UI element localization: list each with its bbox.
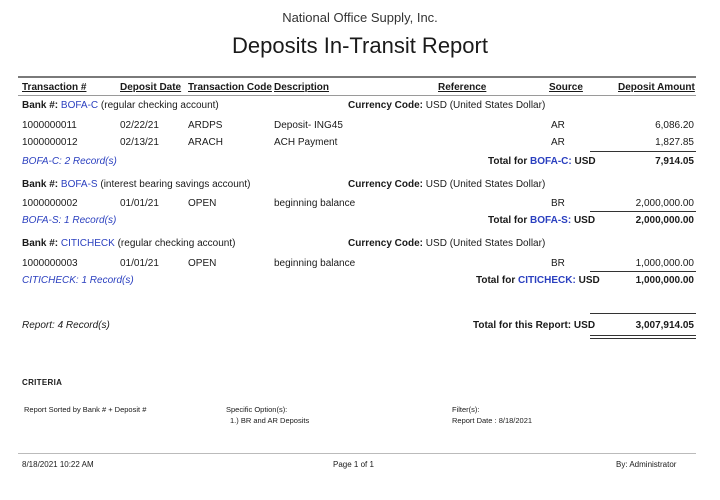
bank-header-row [0,100,720,114]
bank-description: (regular checking account) [100,100,219,111]
criteria-title: CRITERIA [22,378,63,387]
bank-label-line [22,179,250,190]
cell-deposit-date: 01/01/21 [120,198,159,209]
group-total-label [488,215,595,226]
cell-deposit-date: 02/22/21 [120,120,159,131]
total-report-label: Total for this Report: [473,320,572,331]
group-total-amount: 2,000,000.00 [635,215,694,226]
cell-transaction: 1000000002 [22,198,78,209]
bank-description: (regular checking account) [117,238,236,249]
col-header-source: Source [549,82,583,93]
currency-code-label: Currency Code: [348,100,424,111]
cell-deposit-date: 02/13/21 [120,137,159,148]
group-total-row [0,275,720,289]
group-record-count: BOFA-C: 2 Record(s) [22,156,117,167]
cell-deposit-date: 01/01/21 [120,258,159,269]
currency-line [348,238,545,249]
bank-label-line [22,100,219,111]
cell-deposit-amount: 6,086.20 [655,120,694,131]
total-bank-link[interactable]: BOFA-C: [530,156,572,167]
criteria-specific-label: Specific Option(s): [226,405,288,414]
col-header-deposit-amount: Deposit Amount [618,82,695,93]
footer-user: By: Administrator [616,460,677,469]
subtotal-rule [590,271,696,272]
group-record-count: BOFA-S: 1 Record(s) [22,215,117,226]
report-total-double-rule-1 [590,335,696,336]
total-bank-link[interactable]: BOFA-S: [530,215,572,226]
cell-description: beginning balance [274,258,356,269]
group-total-amount: 1,000,000.00 [635,275,694,286]
total-bank-link[interactable]: CITICHECK: [518,275,576,286]
cell-transaction: 1000000003 [22,258,78,269]
report-title: Deposits In-Transit Report [232,33,488,58]
currency-code-value: USD (United States Dollar) [425,238,546,249]
currency-code-value: USD (United States Dollar) [425,179,546,190]
cell-description: beginning balance [274,198,356,209]
report-total-double-rule-2 [590,338,696,339]
cell-source: BR [551,258,565,269]
cell-transaction: 1000000012 [22,137,78,148]
bank-label: Bank #: [22,179,59,190]
group-total-row [0,156,720,170]
cell-description: Deposit- ING45 [274,120,343,131]
total-for-label: Total for [476,275,516,286]
subtotal-rule [590,151,696,152]
col-header-reference: Reference [438,82,487,93]
bank-label: Bank #: [22,100,59,111]
header-rule-top [18,76,696,78]
bank-header-row [0,179,720,193]
report-total-currency: USD [573,320,596,331]
cell-deposit-amount: 2,000,000.00 [635,198,694,209]
report-record-count: Report: 4 Record(s) [22,320,110,331]
total-for-label: Total for [488,156,528,167]
cell-source: BR [551,198,565,209]
report-total-amount: 3,007,914.05 [635,320,694,331]
bank-id-link[interactable]: BOFA-S [60,179,98,190]
total-currency: USD [573,215,596,226]
company-name: National Office Supply, Inc. [282,10,438,25]
report-total-rule [590,313,696,314]
currency-code-label: Currency Code: [348,179,424,190]
criteria-filter-value: Report Date : 8/18/2021 [452,416,533,425]
total-for-label: Total for [488,215,528,226]
bank-id-link[interactable]: BOFA-C [60,100,99,111]
bank-id-link[interactable]: CITICHECK [60,238,115,249]
cell-transaction-code: OPEN [188,258,217,269]
cell-deposit-amount: 1,000,000.00 [635,258,694,269]
col-header-deposit-date: Deposit Date [120,82,182,93]
col-header-transaction-code: Transaction Code [188,82,272,93]
group-total-label [476,275,600,286]
group-total-row [0,215,720,229]
col-header-transaction: Transaction # [22,82,87,93]
report-total-row [0,320,720,334]
bank-label: Bank #: [22,238,59,249]
group-record-count: CITICHECK: 1 Record(s) [22,275,134,286]
table-row [0,137,720,151]
cell-source: AR [551,137,565,148]
bank-description: (interest bearing savings account) [100,179,251,190]
group-total-amount: 7,914.05 [655,156,694,167]
cell-transaction-code: OPEN [188,198,217,209]
cell-deposit-amount: 1,827.85 [655,137,694,148]
cell-source: AR [551,120,565,131]
total-currency: USD [578,275,600,286]
currency-line [348,100,545,111]
footer-rule [18,453,696,454]
col-header-description: Description [274,82,330,93]
cell-description: ACH Payment [274,137,338,148]
total-currency: USD [574,156,596,167]
criteria-specific-value: 1.) BR and AR Deposits [230,416,310,425]
currency-code-label: Currency Code: [348,238,424,249]
subtotal-rule [590,211,696,212]
criteria-sorted-by: Report Sorted by Bank # + Deposit # [24,405,147,414]
table-row [0,120,720,134]
footer-datetime: 8/18/2021 10:22 AM [22,460,94,469]
group-total-label [488,156,596,167]
report-total-label [473,320,595,331]
cell-transaction: 1000000011 [22,120,77,131]
footer-page-number: Page 1 of 1 [333,460,374,469]
criteria-filter-label: Filter(s): [452,405,480,414]
cell-transaction-code: ARDPS [188,120,223,131]
cell-transaction-code: ARACH [188,137,224,148]
bank-header-row [0,238,720,252]
currency-line [348,179,545,190]
header-rule-bottom [18,95,696,96]
table-row [0,198,720,212]
currency-code-value: USD (United States Dollar) [425,100,546,111]
table-row [0,258,720,272]
bank-label-line [22,238,235,249]
